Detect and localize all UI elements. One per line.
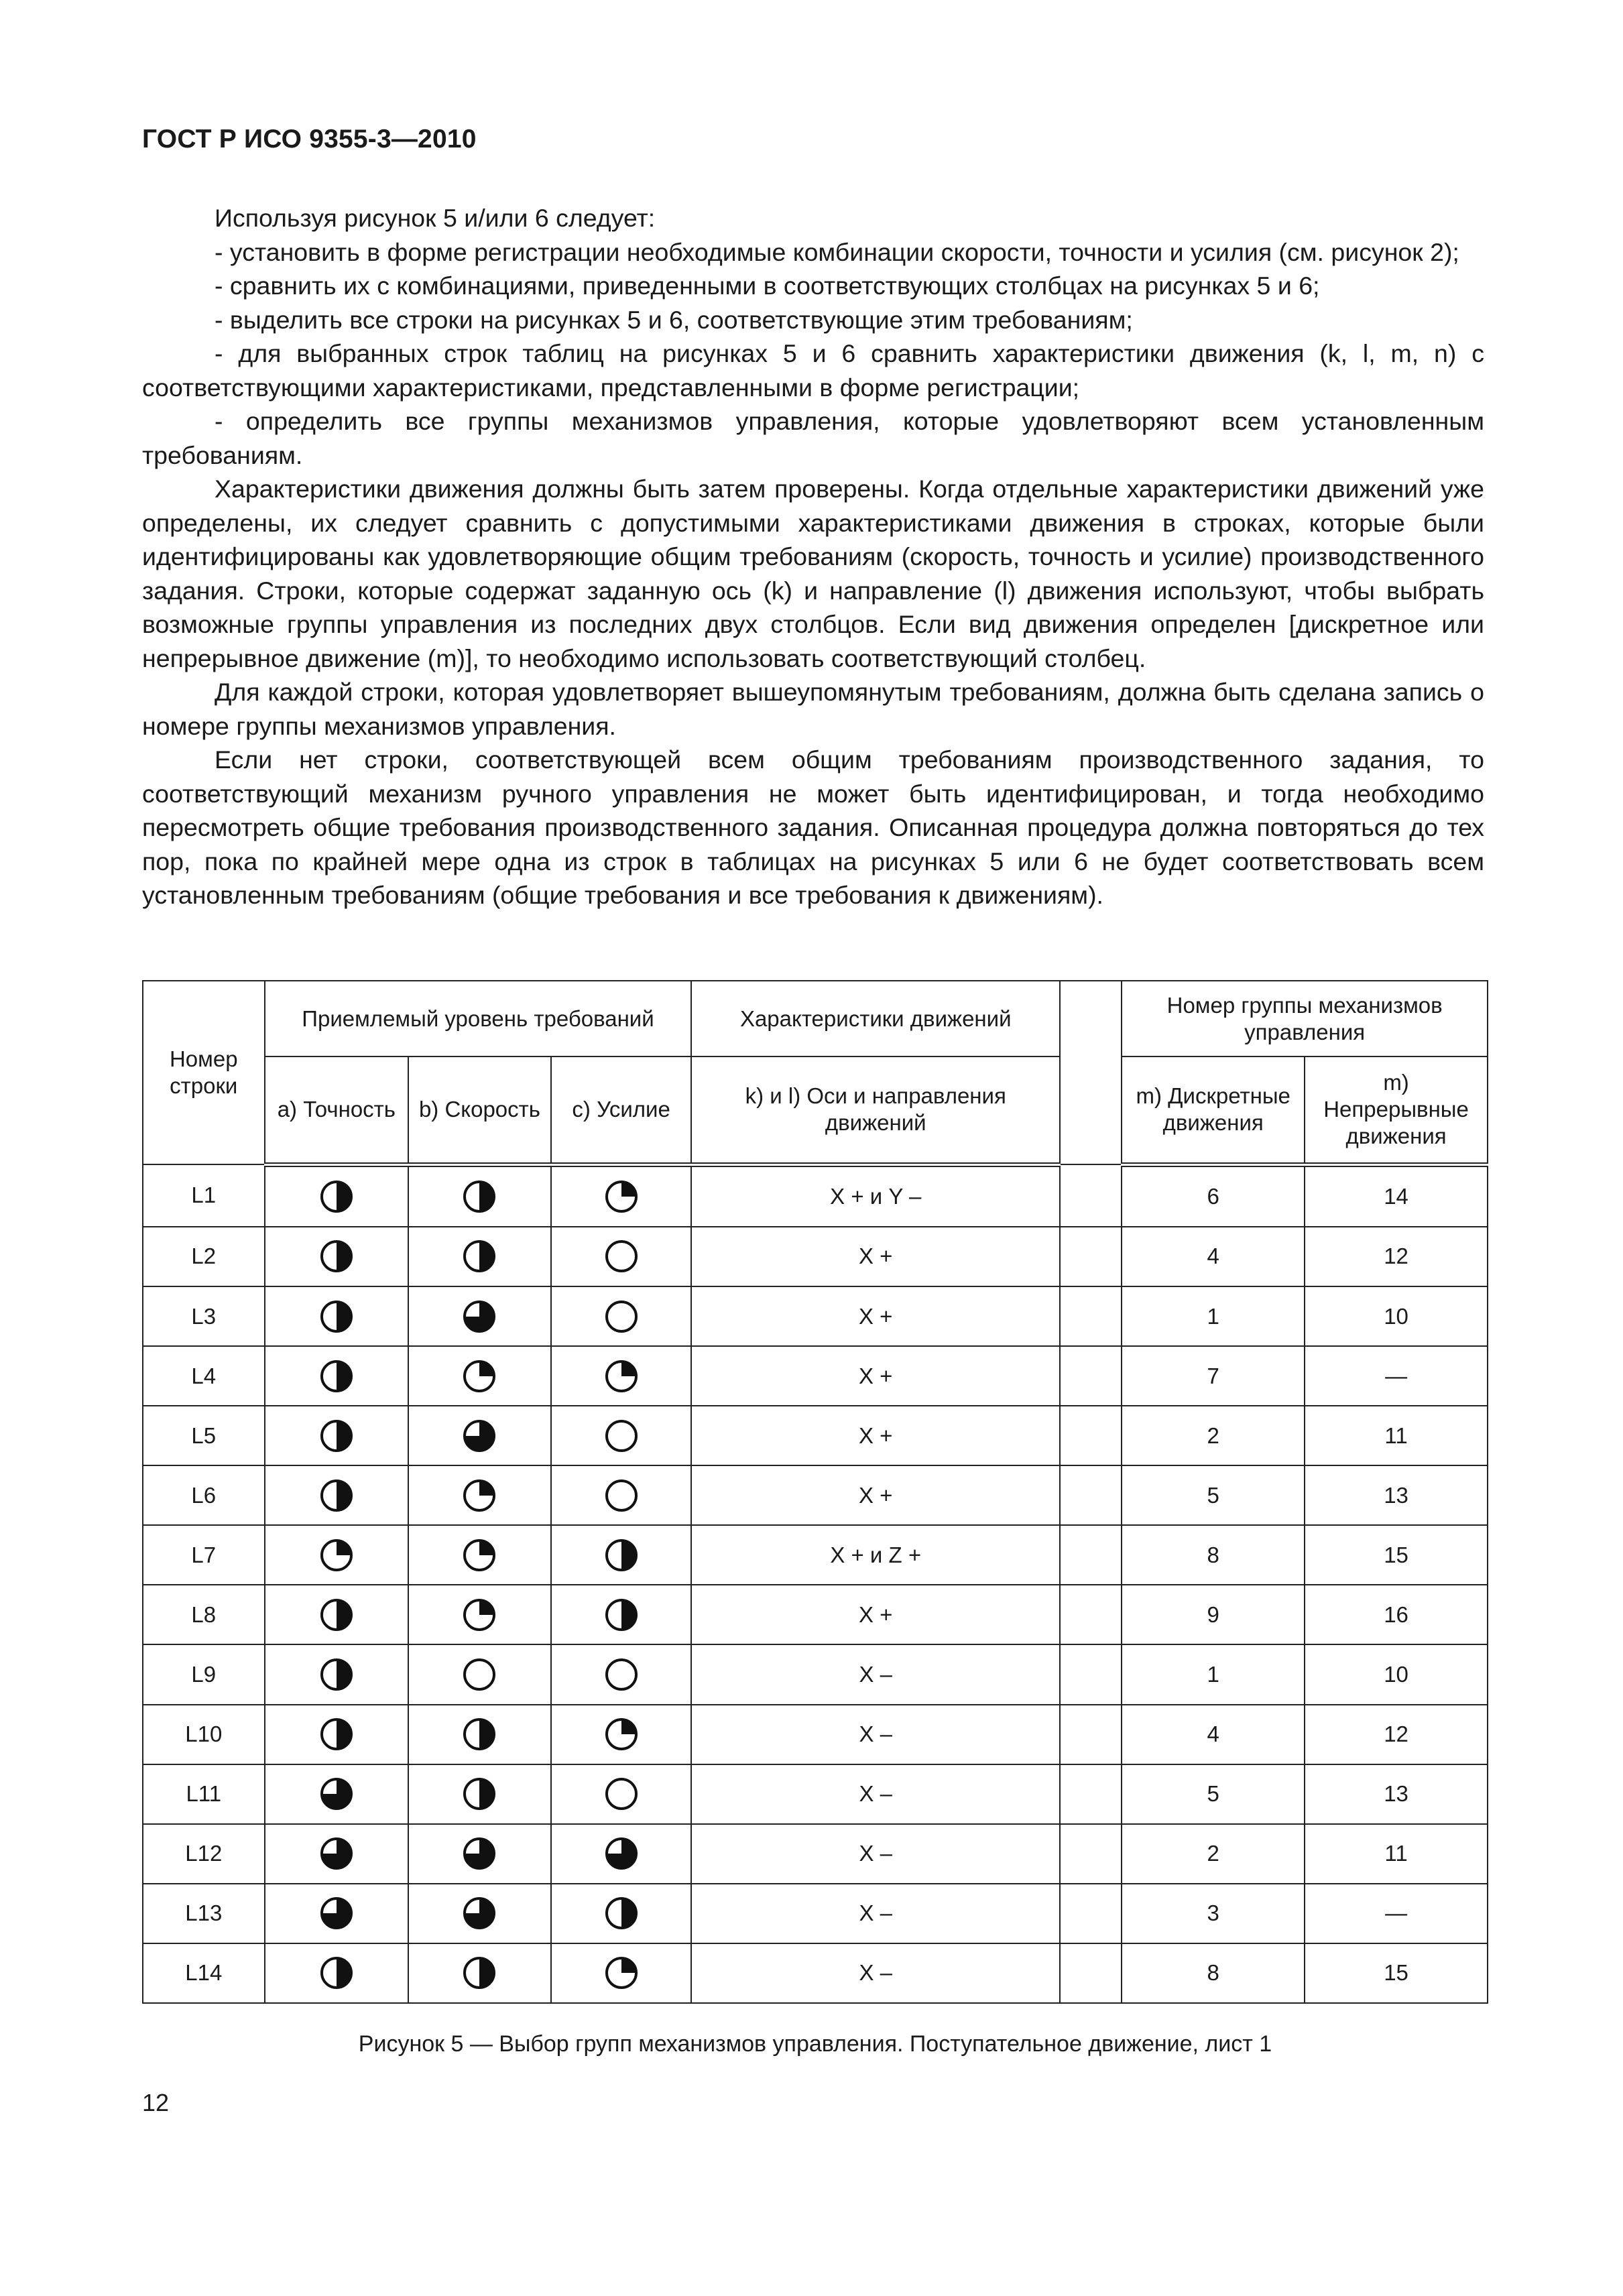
column-header-speed: b) Скорость [408,1056,551,1164]
empty-circle-icon [603,1775,640,1813]
discrete-cell: 3 [1122,1884,1305,1943]
discrete-cell: 2 [1122,1824,1305,1884]
discrete-cell: 4 [1122,1227,1305,1286]
column-header-axes: k) и l) Оси и направления движений [691,1056,1060,1164]
discrete-cell: 1 [1122,1644,1305,1704]
empty-circle-icon [603,1656,640,1693]
half-filled-circle-icon [461,1775,498,1813]
continuous-cell: 16 [1305,1585,1488,1644]
three-quarter-filled-circle-icon [461,1835,498,1872]
figure-caption: Рисунок 5 — Выбор групп механизмов управления. Поступательное движение, лист 1 [358,2031,1272,2057]
force-cell [551,1705,692,1764]
half-filled-circle-icon [318,1954,355,1992]
row-number-cell: L12 [143,1824,265,1884]
quarter-filled-circle-icon [603,1954,640,1992]
axes-cell: X – [691,1705,1060,1764]
paragraph: Характеристики движения должны быть затем проверены. Когда отдельные характеристики движений уже определены, их следует сравнить с допустимыми характеристиками движения в строках, которые были идентифицированы как удовлетворяющие общим требованиям (скорость, точность и усилие) производственного задания. Строки, которые содержат заданную ось (k) и направление (l) движения используют, чтобы выбрать возможные группы управления из последних двух столбцов. Если вид движения определен [дискретное или непрерывное движение (m)], то необходимо использовать соответствующий столбец. [142,475,1484,672]
figure-table [142,980,1488,2004]
accuracy-cell [265,1943,409,2003]
speed-cell [408,1585,551,1644]
half-filled-circle-icon [318,1596,355,1634]
continuous-cell: — [1305,1884,1488,1943]
column-header-continuous: m) Непрерывные движения [1305,1056,1488,1164]
table-row [143,1705,1488,1764]
table-row [143,1585,1488,1644]
group-header-motion: Характеристики движений [691,981,1060,1056]
three-quarter-filled-circle-icon [461,1894,498,1932]
row-number-cell: L13 [143,1884,265,1943]
half-filled-circle-icon [318,1477,355,1514]
half-filled-circle-icon [603,1536,640,1574]
quarter-filled-circle-icon [461,1536,498,1574]
continuous-cell: 15 [1305,1525,1488,1585]
quarter-filled-circle-icon [603,1715,640,1753]
half-filled-circle-icon [318,1656,355,1693]
axes-cell: X + [691,1346,1060,1406]
force-cell [551,1346,692,1406]
continuous-cell: 12 [1305,1227,1488,1286]
blank-cell [1060,1585,1122,1644]
continuous-cell: — [1305,1346,1488,1406]
accuracy-cell [265,1824,409,1884]
half-filled-circle-icon [318,1357,355,1395]
row-number-cell: L11 [143,1764,265,1824]
quarter-filled-circle-icon [461,1357,498,1395]
paragraph: Используя рисунок 5 и/или 6 следует: [215,204,656,232]
axes-cell: X + [691,1585,1060,1644]
half-filled-circle-icon [461,1237,498,1275]
discrete-cell: 1 [1122,1286,1305,1346]
half-filled-circle-icon [461,1715,498,1753]
group-header-requirements: Приемлемый уровень требований [265,981,692,1056]
discrete-cell: 5 [1122,1764,1305,1824]
half-filled-circle-icon [461,1178,498,1215]
axes-cell: X – [691,1943,1060,2003]
speed-cell [408,1406,551,1465]
row-number-cell: L2 [143,1227,265,1286]
quarter-filled-circle-icon [603,1357,640,1395]
blank-cell [1060,1346,1122,1406]
empty-circle-icon [603,1477,640,1514]
body-text [142,201,1484,912]
discrete-cell: 8 [1122,1525,1305,1585]
table-row [143,1644,1488,1704]
discrete-cell: 4 [1122,1705,1305,1764]
force-cell [551,1406,692,1465]
speed-cell [408,1465,551,1525]
row-number-cell: L1 [143,1164,265,1227]
blank-cell [1060,1884,1122,1943]
blank-column-header [1060,981,1122,1164]
half-filled-circle-icon [318,1298,355,1335]
row-number-cell: L3 [143,1286,265,1346]
paragraph: - выделить все строки на рисунках 5 и 6, соответствующие этим требованиям; [215,305,1133,334]
accuracy-cell [265,1585,409,1644]
force-cell [551,1585,692,1644]
half-filled-circle-icon [318,1178,355,1215]
speed-cell [408,1346,551,1406]
continuous-cell: 10 [1305,1644,1488,1704]
page-number: 12 [142,2089,170,2116]
accuracy-cell [265,1884,409,1943]
speed-cell [408,1705,551,1764]
blank-cell [1060,1644,1122,1704]
table-row [143,1824,1488,1884]
group-header-control-group: Номер группы механизмов управления [1122,981,1488,1056]
speed-cell [408,1824,551,1884]
axes-cell: X + и Y – [691,1164,1060,1227]
three-quarter-filled-circle-icon [318,1835,355,1872]
column-header-accuracy: a) Точность [265,1056,409,1164]
speed-cell [408,1764,551,1824]
discrete-cell: 7 [1122,1346,1305,1406]
half-filled-circle-icon [318,1715,355,1753]
table-row [143,1406,1488,1465]
force-cell [551,1465,692,1525]
blank-cell [1060,1824,1122,1884]
force-cell [551,1824,692,1884]
discrete-cell: 6 [1122,1164,1305,1227]
accuracy-cell [265,1525,409,1585]
force-cell [551,1525,692,1585]
speed-cell [408,1164,551,1227]
speed-cell [408,1525,551,1585]
blank-cell [1060,1943,1122,2003]
table-row [143,1465,1488,1525]
discrete-cell: 9 [1122,1585,1305,1644]
table-row [143,1286,1488,1346]
accuracy-cell [265,1644,409,1704]
blank-cell [1060,1465,1122,1525]
row-number-cell: L7 [143,1525,265,1585]
half-filled-circle-icon [603,1596,640,1634]
three-quarter-filled-circle-icon [318,1894,355,1932]
axes-cell: X – [691,1644,1060,1704]
paragraph: - для выбранных строк таблиц на рисунках 5 и 6 сравнить характеристики движения (k, l, m, n) с соответствующими характеристиками, представленными в форме регистрации; [142,339,1484,402]
accuracy-cell [265,1346,409,1406]
table-row [143,1943,1488,2003]
blank-cell [1060,1525,1122,1585]
table-row [143,1764,1488,1824]
table-row [143,1346,1488,1406]
document-header: ГОСТ Р ИСО 9355-3—2010 [142,125,477,154]
force-cell [551,1227,692,1286]
three-quarter-filled-circle-icon [318,1775,355,1813]
continuous-cell: 15 [1305,1943,1488,2003]
control-selection-table [142,980,1488,2004]
row-number-cell: L4 [143,1346,265,1406]
accuracy-cell [265,1465,409,1525]
three-quarter-filled-circle-icon [461,1298,498,1335]
row-number-cell: L10 [143,1705,265,1764]
accuracy-cell [265,1764,409,1824]
force-cell [551,1764,692,1824]
discrete-cell: 8 [1122,1943,1305,2003]
continuous-cell: 13 [1305,1465,1488,1525]
column-header-discrete: m) Дискретные движения [1122,1056,1305,1164]
continuous-cell: 12 [1305,1705,1488,1764]
column-header-row-number: Номер строки [143,981,265,1164]
accuracy-cell [265,1164,409,1227]
row-number-cell: L14 [143,1943,265,2003]
row-number-cell: L8 [143,1585,265,1644]
continuous-cell: 14 [1305,1164,1488,1227]
quarter-filled-circle-icon [318,1536,355,1574]
accuracy-cell [265,1286,409,1346]
column-header-force: c) Усилие [551,1056,692,1164]
row-number-cell: L5 [143,1406,265,1465]
axes-cell: X + и Z + [691,1525,1060,1585]
paragraph: Для каждой строки, которая удовлетворяет вышеупомянутым требованиям, должна быть сделана запись о номере группы механизмов управления. [142,678,1484,740]
paragraph: - определить все группы механизмов управления, которые удовлетворяют всем установленным требованиям. [142,407,1484,469]
table-row [143,1884,1488,1943]
continuous-cell: 11 [1305,1406,1488,1465]
table-body [143,1164,1488,2003]
empty-circle-icon [461,1656,498,1693]
axes-cell: X + [691,1465,1060,1525]
quarter-filled-circle-icon [603,1178,640,1215]
blank-cell [1060,1227,1122,1286]
continuous-cell: 10 [1305,1286,1488,1346]
axes-cell: X – [691,1884,1060,1943]
speed-cell [408,1943,551,2003]
force-cell [551,1644,692,1704]
accuracy-cell [265,1227,409,1286]
accuracy-cell [265,1406,409,1465]
empty-circle-icon [603,1417,640,1455]
accuracy-cell [265,1705,409,1764]
continuous-cell: 13 [1305,1764,1488,1824]
row-number-cell: L6 [143,1465,265,1525]
paragraph: - сравнить их с комбинациями, приведенными в соответствующих столбцах на рисунках 5 и 6; [215,271,1320,300]
table-row [143,1227,1488,1286]
three-quarter-filled-circle-icon [461,1417,498,1455]
force-cell [551,1943,692,2003]
discrete-cell: 2 [1122,1406,1305,1465]
speed-cell [408,1644,551,1704]
table-row [143,1164,1488,1227]
half-filled-circle-icon [603,1894,640,1932]
axes-cell: X + [691,1406,1060,1465]
table-row [143,1525,1488,1585]
half-filled-circle-icon [318,1237,355,1275]
quarter-filled-circle-icon [461,1596,498,1634]
blank-cell [1060,1764,1122,1824]
row-number-cell: L9 [143,1644,265,1704]
speed-cell [408,1286,551,1346]
axes-cell: X – [691,1824,1060,1884]
discrete-cell: 5 [1122,1465,1305,1525]
half-filled-circle-icon [461,1954,498,1992]
axes-cell: X + [691,1286,1060,1346]
blank-cell [1060,1286,1122,1346]
speed-cell [408,1884,551,1943]
force-cell [551,1164,692,1227]
blank-cell [1060,1406,1122,1465]
three-quarter-filled-circle-icon [603,1835,640,1872]
half-filled-circle-icon [318,1417,355,1455]
continuous-cell: 11 [1305,1824,1488,1884]
paragraph: - установить в форме регистрации необходимые комбинации скорости, точности и усилия (см. рисунок 2); [215,237,1459,266]
axes-cell: X – [691,1764,1060,1824]
blank-cell [1060,1164,1122,1227]
speed-cell [408,1227,551,1286]
force-cell [551,1884,692,1943]
blank-cell [1060,1705,1122,1764]
empty-circle-icon [603,1298,640,1335]
force-cell [551,1286,692,1346]
quarter-filled-circle-icon [461,1477,498,1514]
paragraph: Если нет строки, соответствующей всем общим требованиям производственного задания, то соответствующий механизм ручного управления не может быть идентифицирован, и тогда необходимо пересмотреть общие требования производственного задания. Описанная процедура должна повторяться до тех пор, пока по крайней мере одна из строк в таблицах на рисунках 5 или 6 не будет соответствовать всем установленным требованиям (общие требования и все требования к движениям). [142,745,1484,909]
axes-cell: X + [691,1227,1060,1286]
empty-circle-icon [603,1237,640,1275]
